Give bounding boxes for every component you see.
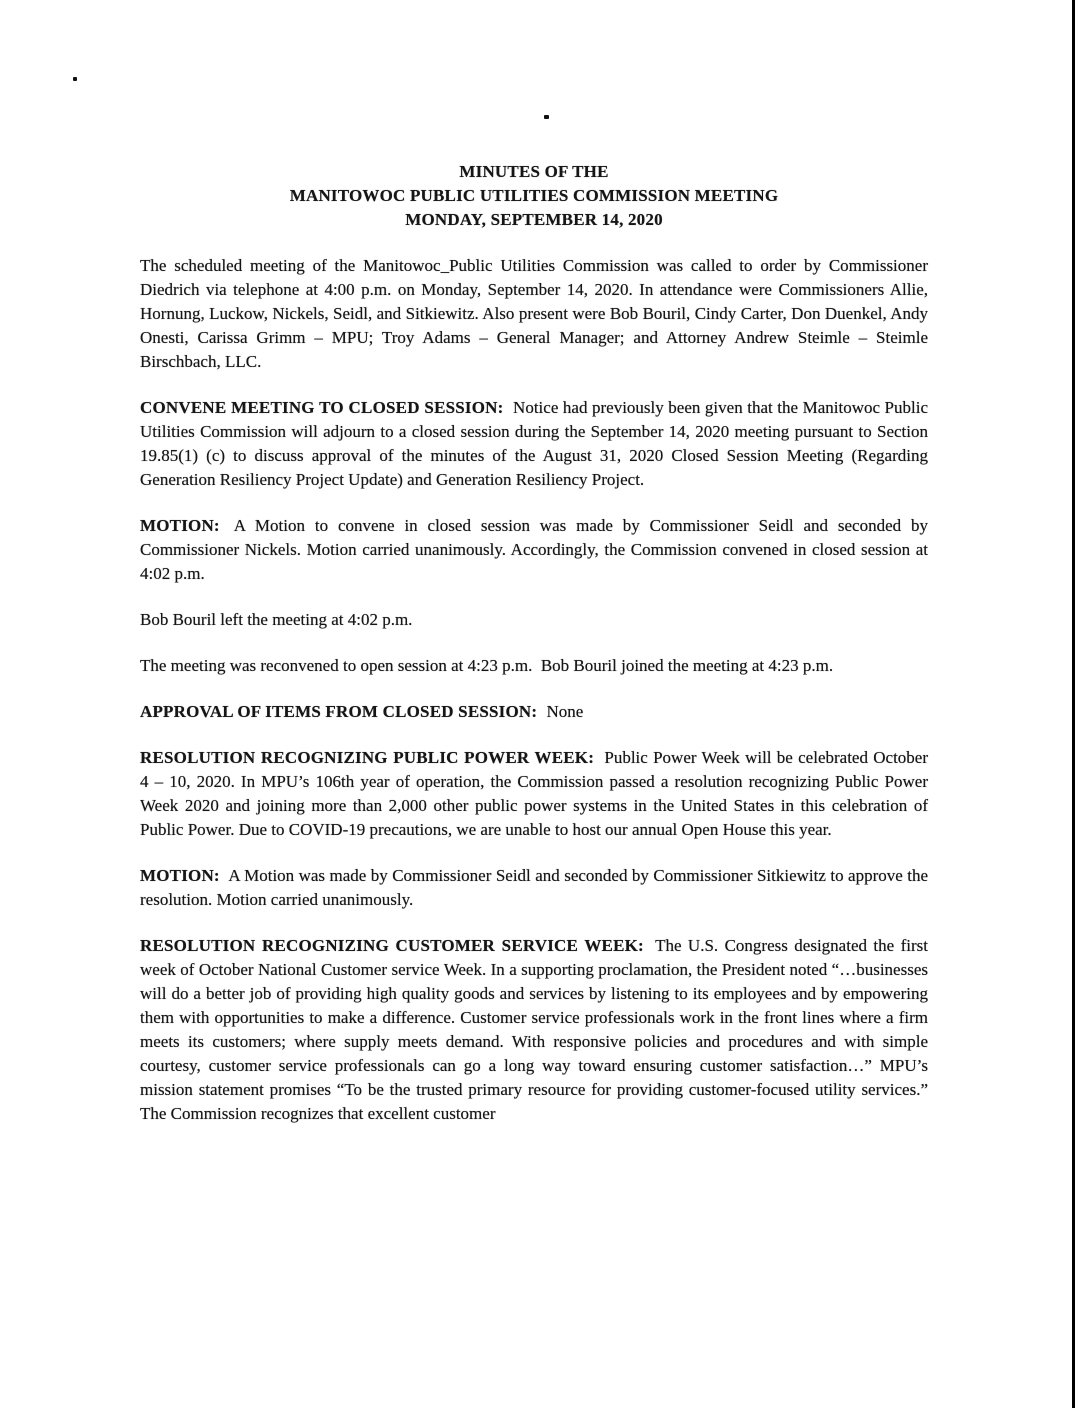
paragraph-convene-closed-session [140, 396, 928, 492]
approval-text: None [546, 702, 584, 721]
paragraph-bouril-left [140, 608, 928, 632]
scan-speck [73, 77, 77, 81]
scan-speck [544, 115, 549, 119]
reconvened-text: The meeting was reconvened to open session at 4:23 p.m. Bob Bouril joined the meeting at 4:23 p.m. [140, 656, 834, 675]
public-power-week-text: Public Power Week will be celebrated October 4 – 10, 2020. In MPU’s 106th year of operation, the Commission passed a resolution recognizing Public Power Week 2020 and joining more than 2,000 other public power systems in the United States in this celebration of Public Power. Due to COVID-19 precautions, we are unable to host our annual Open House this year. [140, 748, 928, 839]
scan-artifact-vertical-line [1072, 0, 1075, 1408]
paragraph-motion-closed-session [140, 514, 928, 586]
paragraph-approval-closed-items [140, 700, 928, 724]
paragraph-intro [140, 254, 928, 374]
title-line-2: MANITOWOC PUBLIC UTILITIES COMMISSION MEETING [289, 186, 779, 205]
motion1-heading: MOTION: [140, 516, 220, 535]
public-power-week-heading: RESOLUTION RECOGNIZING PUBLIC POWER WEEK: [140, 748, 595, 767]
motion1-text: A Motion to convene in closed session was made by Commissioner Seidl and seconded by Commissioner Nickels. Motion carried unanimously. Accordingly, the Commission convened in closed session at 4:02 p.m. [140, 516, 929, 583]
convene-text: Notice had previously been given that the Manitowoc Public Utilities Commission will adjourn to a closed session during the September 14, 2020 meeting pursuant to Section 19.85(1) (c) to discuss approval of the minutes of the August 31, 2020 Closed Session Meeting (Regarding Generation Resiliency Project Update) and Generation Resiliency Project. [140, 398, 929, 489]
paragraph-public-power-week [140, 746, 928, 842]
paragraph-intro-text: The scheduled meeting of the Manitowoc_Public Utilities Commission was called to order by Commissioner Diedrich via telephone at 4:00 p.m. on Monday, September 14, 2020. In attendance were Commissioners Allie, Hornung, Luckow, Nickels, Seidl, and Sitkiewitz. Also present were Bob Bouril, Cindy Carter, Don Duenkel, Andy Onesti, Carissa Grimm – MPU; Troy Adams – General Manager; and Attorney Andrew Steimle – Steimle Birschbach, LLC. [140, 256, 928, 371]
bouril-left-text: Bob Bouril left the meeting at 4:02 p.m. [140, 610, 413, 629]
paragraph-reconvened [140, 654, 928, 678]
document-title [140, 160, 928, 232]
title-line-3: MONDAY, SEPTEMBER 14, 2020 [405, 210, 663, 229]
convene-heading: CONVENE MEETING TO CLOSED SESSION: [140, 398, 504, 417]
customer-service-week-text: The U.S. Congress designated the first week of October National Customer service Week. In a supporting proclamation, the President noted “…businesses will do a better job of providing high quality goods and services by listening to its employees and by empowering them with opportunities to make a difference. Customer service professionals work in the front lines where a firm meets its customers; where supply meets demand. With responsive policies and procedures and with simple courtesy, customer service professionals can go a long way toward ensuring customer satisfaction…” MPU’s mission statement promises “To be the trusted primary resource for providing customer-focused utility services.” The Commission recognizes that excellent customer [140, 936, 928, 1123]
document-body [140, 160, 928, 1148]
paragraph-customer-service-week [140, 934, 928, 1126]
customer-service-week-heading: RESOLUTION RECOGNIZING CUSTOMER SERVICE WEEK: [140, 936, 644, 955]
title-line-1: MINUTES OF THE [459, 162, 609, 181]
paragraph-motion-resolution [140, 864, 928, 912]
motion2-heading: MOTION: [140, 866, 220, 885]
approval-heading: APPROVAL OF ITEMS FROM CLOSED SESSION: [140, 702, 538, 721]
motion2-text: A Motion was made by Commissioner Seidl and seconded by Commissioner Sitkiewitz to approve the resolution. Motion carried unanimously. [140, 866, 929, 909]
